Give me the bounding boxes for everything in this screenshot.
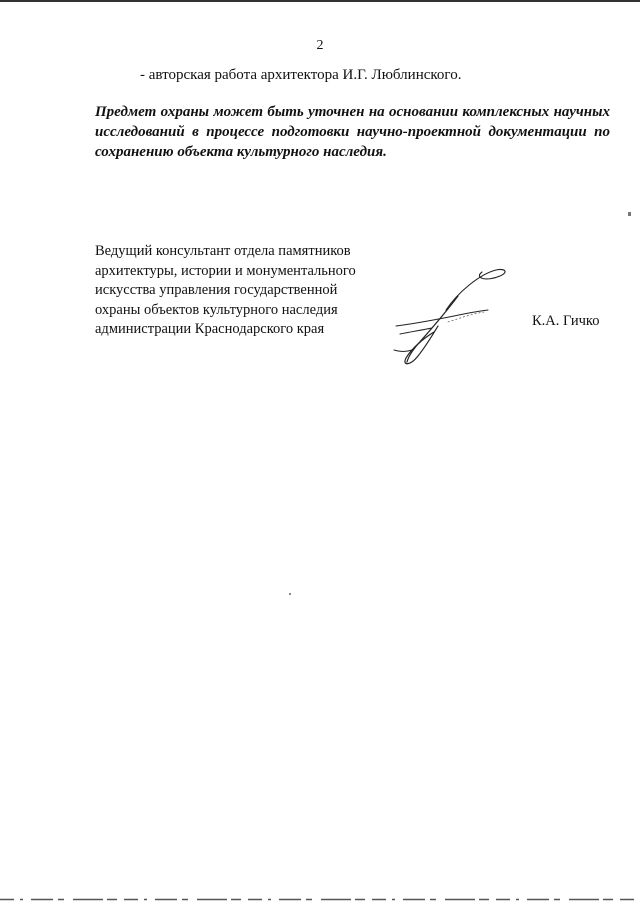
protection-note-line: Предмет охраны может быть уточнен на основании комплексных научных [95,104,610,120]
scan-bottom-edge [0,898,640,901]
signer-position-line: искусства управления государственной [95,282,338,298]
author-line: - авторская работа архитектора И.Г. Люблинского. [140,67,462,83]
signer-position-line: архитектуры, истории и монументального [95,262,356,279]
signer-position-line: Ведущий консультант отдела памятников [95,243,351,259]
protection-note [95,102,610,162]
signer-position-line: администрации Краснодарского края [95,321,325,337]
signer-name: К.А. Гичко [532,313,600,329]
scan-top-edge [0,0,640,2]
page-number: 2 [316,38,324,53]
signer-position [95,242,356,340]
protection-note-line: исследований в процессе подготовки научно-проектной документации по [95,124,610,140]
scan-speck [289,593,291,595]
handwritten-signature [388,262,523,374]
scan-speck [628,212,631,216]
protection-note-line: сохранению объекта культурного наследия. [95,144,387,160]
signer-position-line: охраны объектов культурного наследия [95,301,338,318]
